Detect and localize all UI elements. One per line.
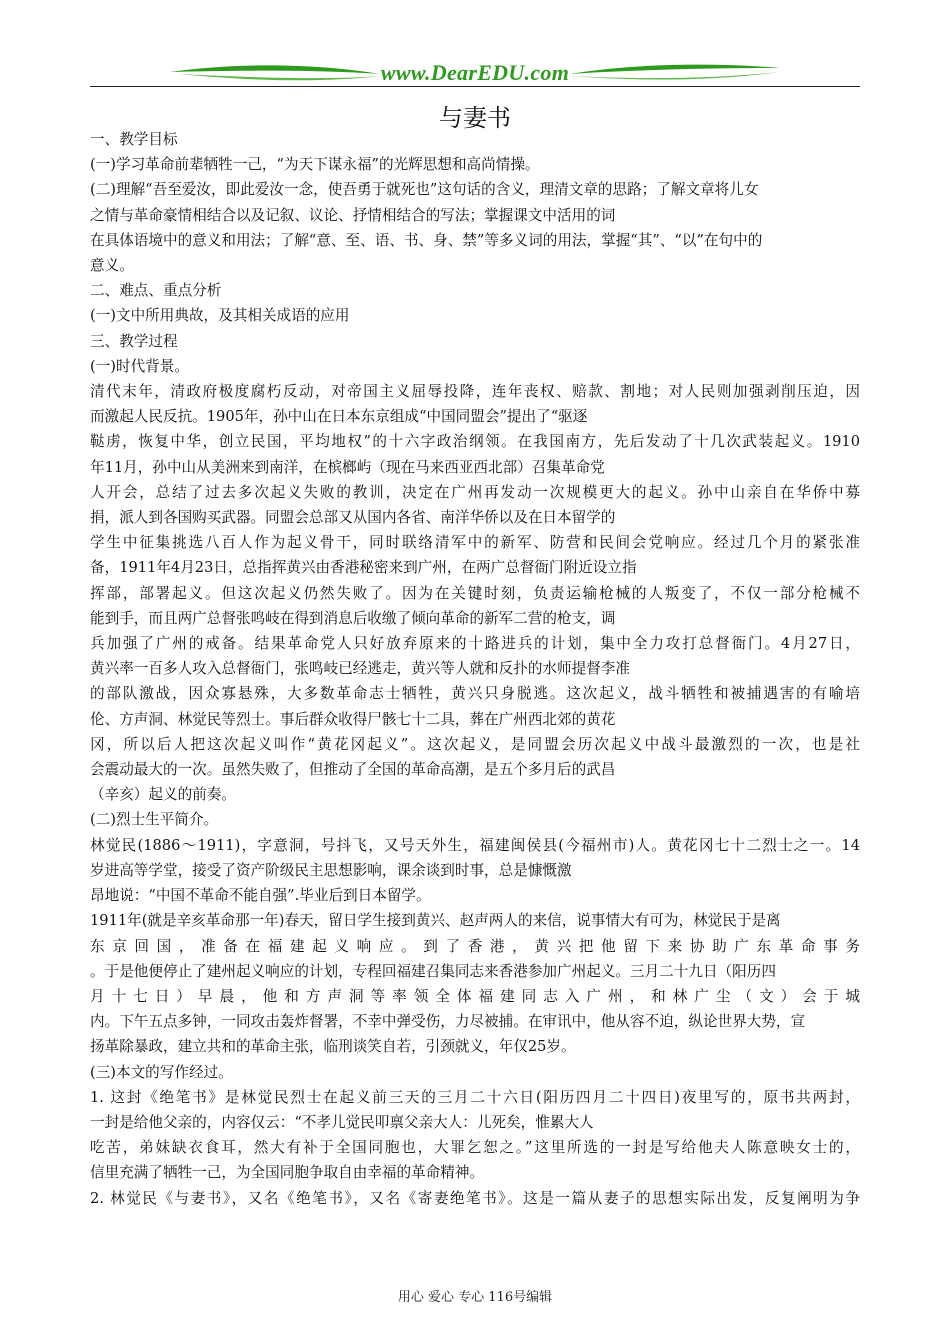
text-line: 学生中征集挑选八百人作为起义骨干，同时联络清军中的新军、防营和民间会党响应。经过几个月的紧张准: [90, 534, 860, 552]
text-line: 捐，派人到各国购买武器。同盟会总部又从国内各省、南洋华侨以及在日本留学的: [90, 509, 616, 527]
text-line: 内。下午五点多钟，一同攻击轰炸督署，不幸中弹受伤，力尽被捕。在审讯中，他从容不迫，纵论世界大势，宣: [90, 1013, 806, 1031]
text-line: 2. 林觉民《与妻书》，又名《绝笔书》，又名《寄妻绝笔书》。这是一篇从妻子的思想实际出发，反复阐明为争: [90, 1189, 860, 1207]
text-line: (一)时代背景。: [90, 357, 189, 375]
text-line: 吃苦，弟妹缺衣食耳，然大有补于全国同胞也，大罪乞恕之。”这里所选的一封是写给他夫人陈意映女士的，: [90, 1139, 860, 1157]
text-line: 意义。: [90, 257, 134, 275]
text-line: 而激起人民反抗。1905年，孙中山在日本东京组成“中国同盟会”提出了“驱逐: [90, 408, 588, 426]
text-line: 林觉民(1886～1911)，字意洞，号抖飞，又号天外生，福建闽侯县(今福州市)人。黄花冈七十二烈士之一。14: [90, 836, 860, 854]
text-line: （辛亥）起义的前奏。: [90, 786, 236, 804]
text-line: 昂地说：“中国不革命不能自强”.毕业后到日本留学。: [90, 887, 431, 905]
text-line: 岁进高等学堂，接受了资产阶级民主思想影响，课余谈到时事，总是慷慨激: [90, 861, 572, 879]
text-line: 之情与革命豪情相结合以及记叙、议论、抒情相结合的写法；掌握课文中活用的词: [90, 206, 616, 224]
text-line: 的部队激战，因众寡悬殊，大多数革命志士牺牲，黄兴只身脱逃。这次起义，战斗牺牲和被捕遇害的有喻培: [90, 685, 860, 703]
section-heading: 二、难点、重点分析: [90, 282, 222, 300]
header-divider: [90, 86, 860, 87]
text-line: 备，1911年4月23日，总指挥黄兴由香港秘密来到广州，在两广总督衙门附近设立指: [90, 559, 637, 577]
text-line: 黄兴率一百多人攻入总督衙门，张鸣岐已经逃走，黄兴等人就和反扑的水师提督李准: [90, 660, 630, 678]
text-line: 东京回国，准备在福建起义响应。到了香港，黄兴把他留下来协助广东革命事务: [90, 937, 860, 955]
text-line: (三)本文的写作经过。: [90, 1063, 233, 1081]
section-heading: 一、教学目标: [90, 131, 178, 148]
text-line: (二)烈士生平简介。: [90, 811, 219, 829]
text-line: 鞑虏，恢复中华，创立民国，平均地权”的十六字政治纲领。在我国南方，先后发动了十几次武装起义。1910: [90, 433, 860, 451]
document-body: [90, 127, 860, 1211]
text-line: 伦、方声洞、林觉民等烈士。事后群众收得尸骸七十二具，葬在广州西北郊的黄花: [90, 710, 616, 728]
text-line: 扬革除暴政，建立共和的革命主张，临刑谈笑自若，引颈就义，年仅25岁。: [90, 1038, 576, 1056]
text-line: 兵加强了广州的戒备。结果革命党人只好放弃原来的十路进兵的计划，集中全力攻打总督衙门。4月27日，: [90, 635, 860, 653]
text-line: 会震动最大的一次。虽然失败了，但推动了全国的革命高潮，是五个多月后的武昌: [90, 761, 616, 779]
text-line: (二)理解“吾至爱汝，即此爱汝一念，使吾勇于就死也”这句话的含义，理清文章的思路；了解文章将儿女: [90, 181, 759, 199]
text-line: 。于是他便停止了建州起义响应的计划，专程回福建召集同志来香港参加广州起义。三月二十九日（阳历四: [90, 962, 776, 980]
text-line: (一)文中所用典故，及其相关成语的应用: [90, 307, 350, 325]
text-line: 1911年(就是辛亥革命那一年)春天，留日学生接到黄兴、赵声两人的来信，说事情大有可为，林觉民于是离: [90, 912, 781, 930]
text-line: 月十七日）早晨，他和方声洞等率领全体福建同志入广州，和林广尘（文）会于城: [90, 987, 860, 1005]
text-line: 挥部，部署起义。但这次起义仍然失败了。因为在关键时刻，负责运输枪械的人叛变了，不仅一部分枪械不: [90, 584, 860, 602]
text-line: (一)学习革命前辈牺牲一己，“为天下谋永福”的光辉思想和高尚情操。: [90, 156, 540, 174]
text-line: 冈，所以后人把这次起义叫作“黄花冈起义”。这次起义，是同盟会历次起义中战斗最激烈的一次，也是社: [90, 735, 860, 753]
text-line: 人开会，总结了过去多次起义失败的教训，决定在广州再发动一次规模更大的起义。孙中山亲自在华侨中募: [90, 483, 860, 501]
document-title: 与妻书: [439, 104, 511, 132]
page-footer: 用心 爱心 专心 116号编辑: [397, 1290, 553, 1305]
site-logo-text: www.DearEDU.com: [380, 60, 570, 85]
text-line: 1. 这封《绝笔书》是林觉民烈士在起义前三天的三月二十六日(阳历四月二十四日)夜里写的，原书共两封，: [90, 1088, 860, 1106]
text-line: 年11月，孙中山从美洲来到南洋，在槟榔屿（现在马来西亚西北部）召集革命党: [90, 458, 605, 476]
text-line: 一封是给他父亲的，内容仅云：“不孝儿觉民叩禀父亲大人：儿死矣，惟累大人: [90, 1113, 594, 1131]
section-heading: 三、教学过程: [90, 332, 178, 350]
text-line: 在具体语境中的意义和用法；了解“意、至、语、书、身、禁”等多义词的用法，掌握“其”、“以”在句中的: [90, 231, 763, 249]
text-line: 清代末年，清政府极度腐朽反动，对帝国主义屈辱投降，连年丧权、赔款、割地；对人民则加强剥削压迫，因: [90, 383, 860, 401]
text-line: 信里充满了牺牲一己，为全国同胞争取自由幸福的革命精神。: [90, 1164, 485, 1182]
text-line: 能到手，而且两广总督张鸣岐在得到消息后收缴了倾向革命的新军二营的枪支，调: [90, 609, 616, 627]
